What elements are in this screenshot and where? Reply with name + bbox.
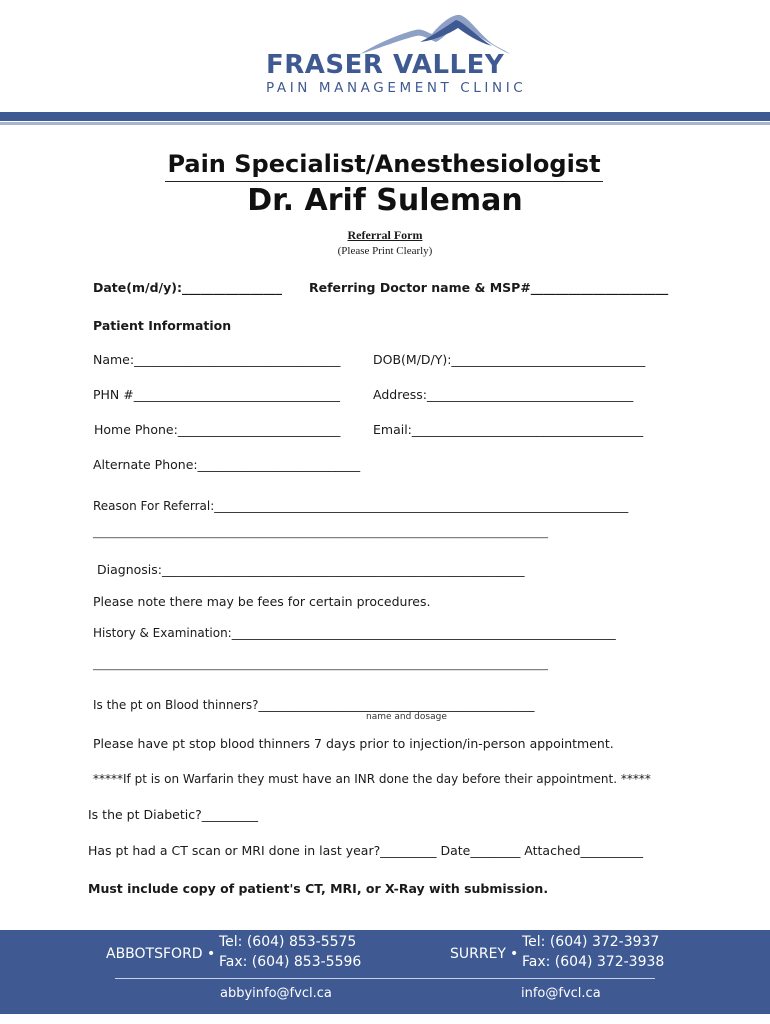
reason-line-2[interactable]: ___________________________________________________________________________________________ [93,528,548,539]
dob-field[interactable]: DOB(M/D/Y):_______________________________ [373,352,646,367]
abbotsford-email[interactable]: abbyinfo@fvcl.ca [220,986,332,1001]
patient-info-heading: Patient Information [93,318,232,333]
abbotsford-city: ABBOTSFORD [106,946,203,962]
blood-thinners-field[interactable]: Is the pt on Blood thinners?______________________________________________ [93,698,535,712]
blood-thinners-hint: name and dosage [366,712,447,722]
stop-blood-thinners-note: Please have pt stop blood thinners 7 days prior to injection/in-person appointment. [93,736,614,751]
home-phone-field[interactable]: Home Phone:__________________________ [94,422,341,437]
phn-field[interactable]: PHN #_________________________________ [93,387,340,402]
date-field[interactable]: Date(m/d/y):________________ [93,280,282,295]
history-field[interactable]: History & Examination:________________________________________________________________ [93,626,616,640]
warfarin-note: *****If pt is on Warfarin they must have an INR done the day before their appointment. ***** [93,772,651,786]
header-band-accent [0,122,770,125]
reason-field[interactable]: Reason For Referral:_____________________________________________________________________ [93,499,629,513]
abbotsford-tel[interactable]: Tel: (604) 853-5575 [219,934,357,950]
form-name-text: Referral Form [347,228,423,242]
email-field[interactable]: Email:_____________________________________ [373,422,644,437]
specialty-title: Pain Specialist/Anesthesiologist [167,150,601,178]
surrey-bullet: • [510,946,519,962]
form-name [0,228,770,243]
surrey-fax: Fax: (604) 372-3938 [522,954,665,970]
footer-divider [115,978,655,979]
abbotsford-bullet: • [207,946,216,962]
doctor-name: Dr. Arif Suleman [247,183,523,218]
diabetic-field[interactable]: Is the pt Diabetic?_________ [88,807,258,822]
print-instruction: (Please Print Clearly) [337,245,433,257]
referring-doctor-field[interactable]: Referring Doctor name & MSP#______________________ [309,280,669,295]
clinic-logo-name: FRASER VALLEY [266,50,505,80]
fees-note: Please note there may be fees for certain procedures. [93,594,431,609]
name-field[interactable]: Name:_________________________________ [93,352,341,367]
must-include-note: Must include copy of patient's CT, MRI, or X-Ray with submission. [88,881,549,896]
address-field[interactable]: Address:_________________________________ [373,387,634,402]
history-line-2[interactable]: ___________________________________________________________________________________________ [93,660,548,671]
surrey-tel[interactable]: Tel: (604) 372-3937 [522,934,660,950]
surrey-city: SURREY [450,946,506,962]
alternate-phone-field[interactable]: Alternate Phone:__________________________ [93,457,361,472]
clinic-logo-subtitle: PAIN MANAGEMENT CLINIC [266,80,527,96]
ct-scan-field[interactable]: Has pt had a CT scan or MRI done in last year?_________ Date________ Attached__________ [88,843,644,858]
abbotsford-fax: Fax: (604) 853-5596 [219,954,362,970]
header-band [0,112,770,121]
diagnosis-field[interactable]: Diagnosis:__________________________________________________________ [97,562,525,577]
surrey-email[interactable]: info@fvcl.ca [521,986,601,1001]
specialty-title-underline [165,181,603,182]
